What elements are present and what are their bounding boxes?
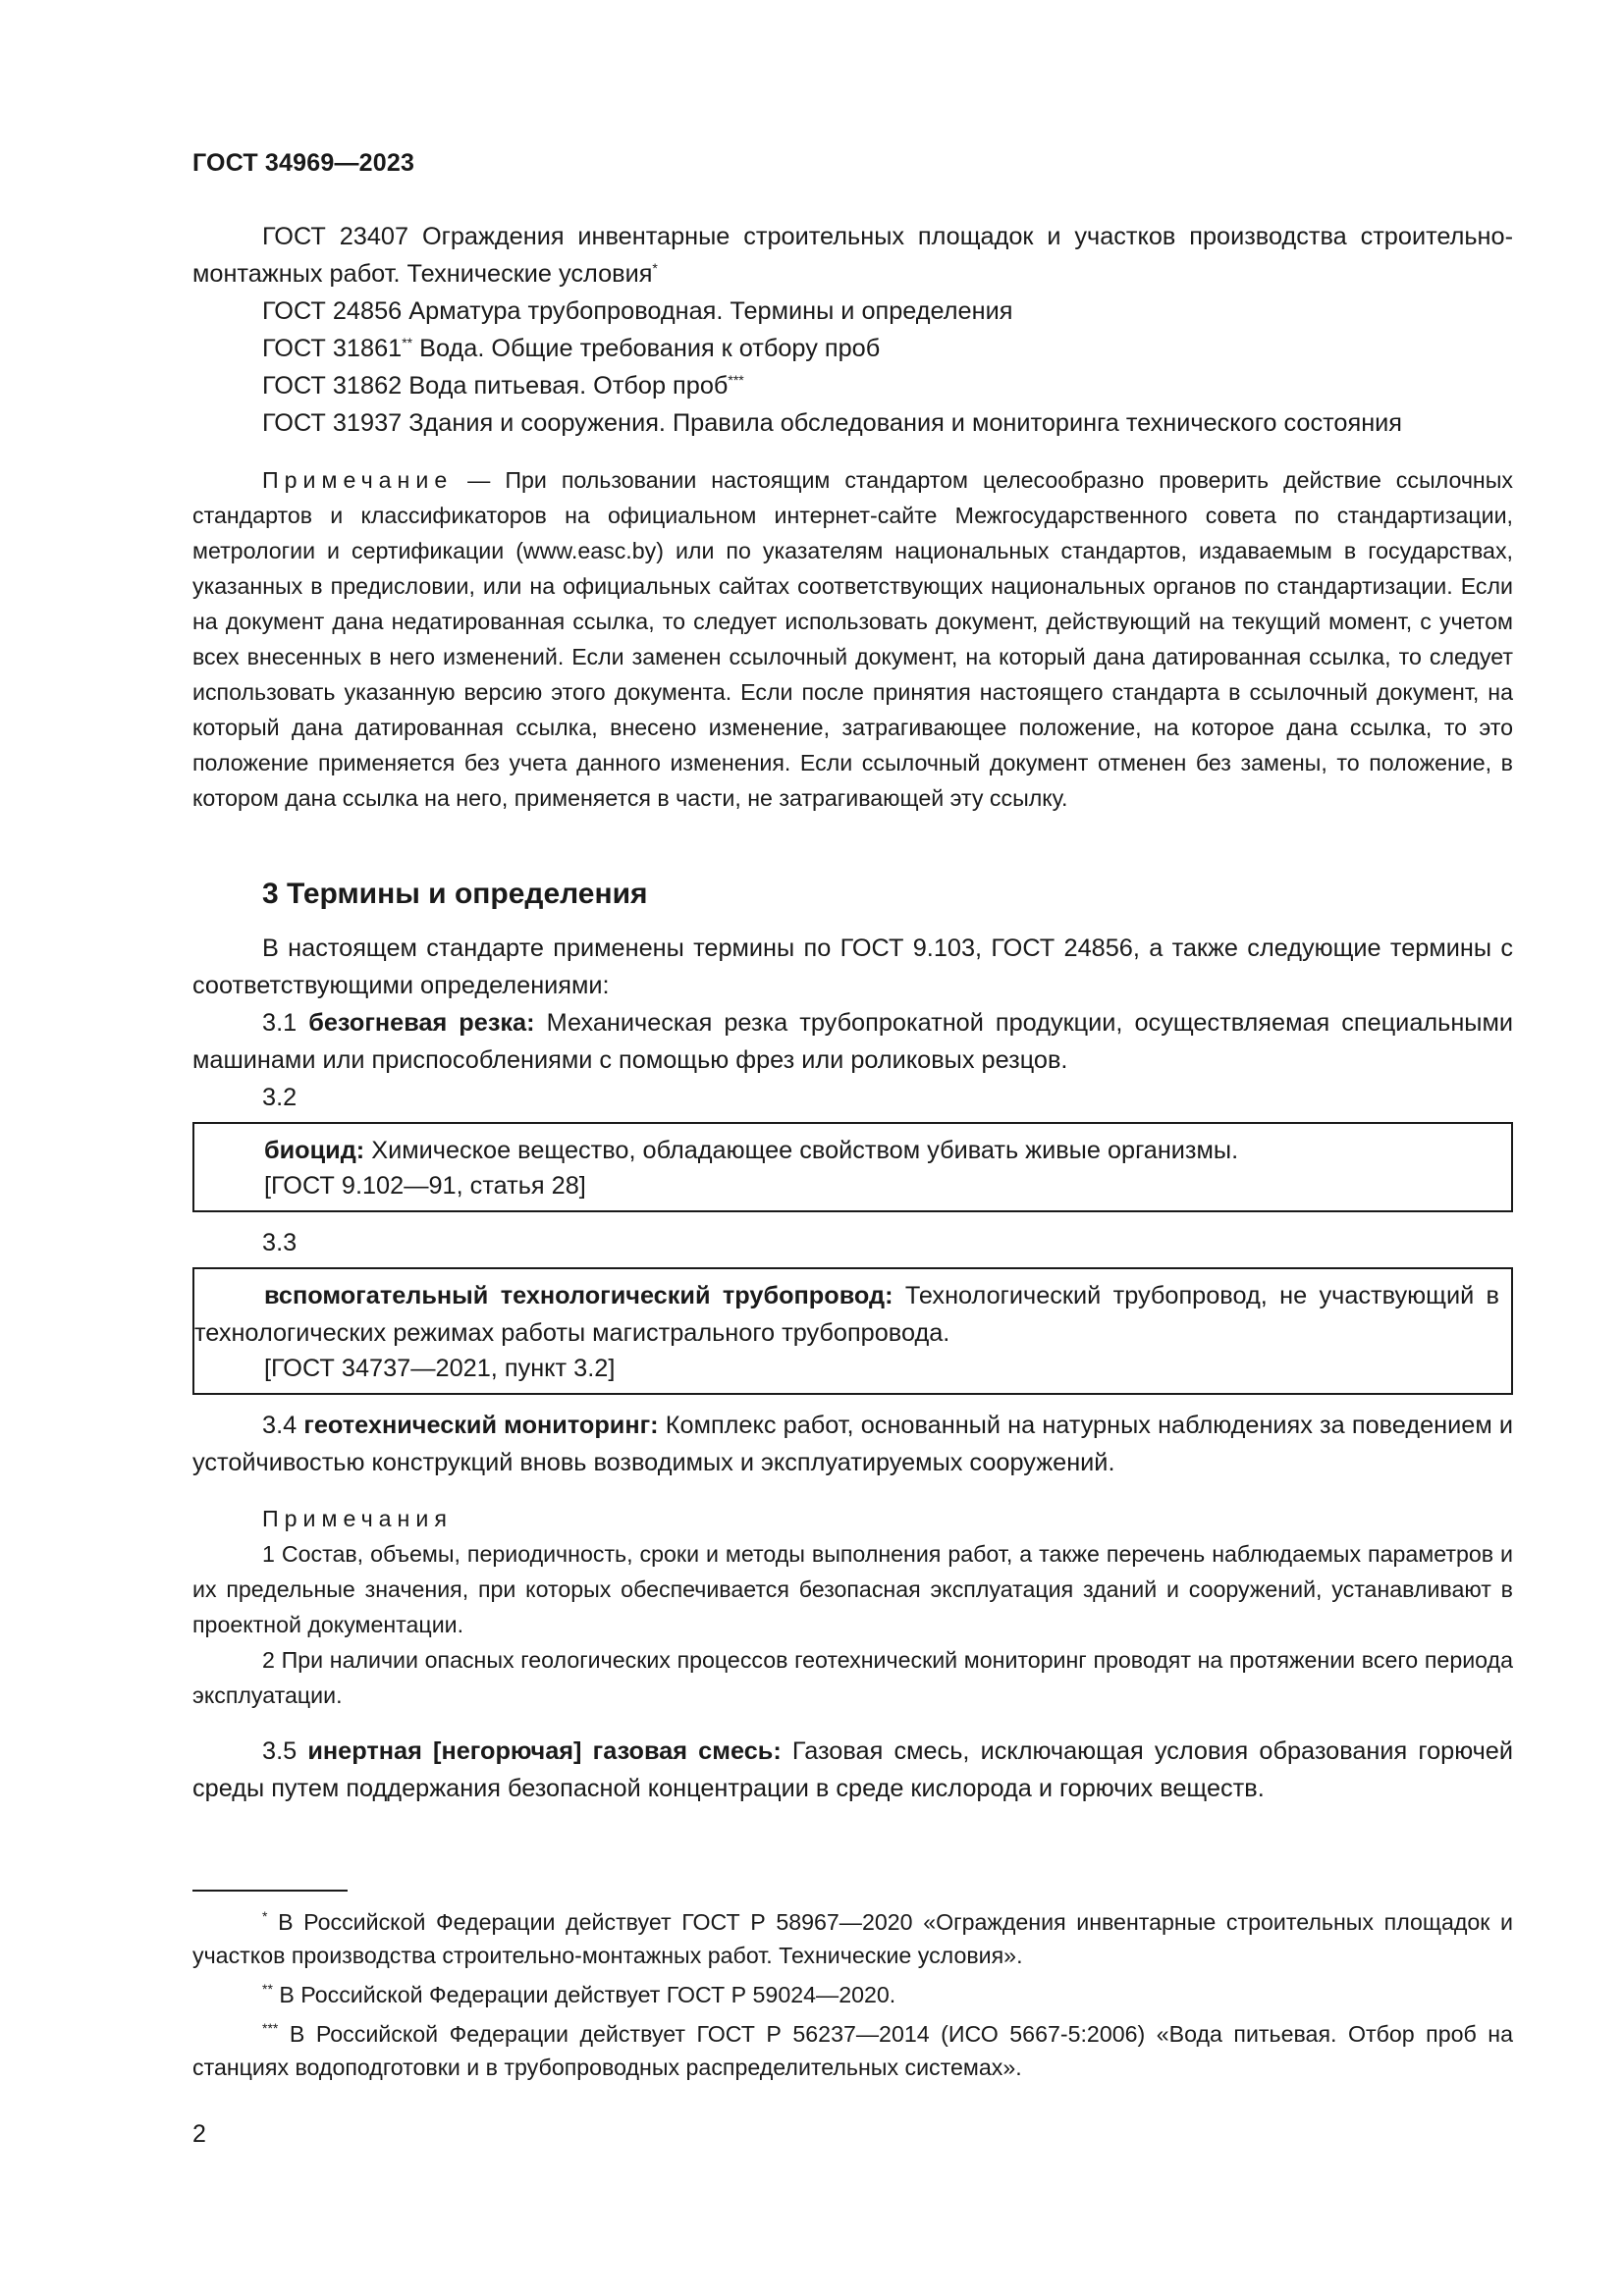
term-3-1: 3.1 безогневая резка: Механическая резка трубопрокатной продукции, осуществляемая специальными машинами или приспособлениями с помощью фрез или роликовых резцов. [192,1009,1514,1074]
page-number: 2 [192,2120,206,2148]
term-number: 3.2 [262,1084,298,1111]
term-notes [192,1501,1513,1713]
footnotes [192,1890,1513,2090]
references-note: Примечание — При пользовании настоящим стандартом целесообразно проверить действие ссылочных стандартов и классификаторов на официальном интернет-сайте Межгосударственного совета по стандартизации, метрологии и сертификации (www.easc.by) или по указателям национальных стандартов, издаваемым в государствах, указанных в предисловии, или на официальных сайтах соответствующих национальных органов по стандартизации. Если на документ дана недатированная ссылка, то следует использовать документ, действующий на текущий момент, с учетом всех внесенных в него изменений. Если заменен ссылочный документ, на который дана датированная ссылка, то следует использовать указанную версию этого документа. Если после принятия настоящего стандарта в ссылочный документ, на который дана датированная ссылка, внесено изменение, затрагивающее положение, на которое дана ссылка, то это положение применяется без учета данного изменения. Если ссылочный документ отменен без замены, то положение, в котором дана ссылка на него, применяется в части, не затрагивающей эту ссылку. [192,467,1513,811]
footnote-divider [192,1890,348,1892]
ref-item: ГОСТ 24856 Арматура трубопроводная. Термины и определения [262,297,1013,325]
term-definition: вспомогательный технологический трубопровод: Технологический трубопровод, не участвующий в технологических режимах работы магистрального трубопровода. [194,1282,1499,1347]
note-label: Примечание [262,467,454,493]
section-intro: В настоящем стандарте применены термины по ГОСТ 9.103, ГОСТ 24856, а также следующие термины с соответствующими определениями: [192,934,1513,999]
note-item: 1 Состав, объемы, периодичность, сроки и методы выполнения работ, а также перечень наблюдаемых параметров и их предельные значения, при которых обеспечивается безопасная эксплуатация зданий и сооружений, устанавливают в проектной документации. [192,1541,1513,1637]
footnote: *** В Российской Федерации действует ГОСТ Р 56237—2014 (ИСО 5667-5:2006) «Вода питьевая. Отбор проб на станциях водоподготовки и в трубопроводных распределительных системах». [192,2020,1513,2080]
term-number: 3.3 [262,1229,298,1256]
term-source: [ГОСТ 34737—2021, пункт 3.2] [264,1355,616,1382]
term-3-4: 3.4 геотехнический мониторинг: Комплекс работ, основанный на натурных наблюдениях за поведением и устойчивостью конструкций вновь возводимых и эксплуатируемых сооружений. [192,1412,1513,1476]
note-item: 2 При наличии опасных геологических процессов геотехнический мониторинг проводят на протяжении всего периода эксплуатации. [192,1647,1513,1708]
document-header: ГОСТ 34969—2023 [192,149,415,177]
ref-item: ГОСТ 31937 Здания и сооружения. Правила обследования и мониторинга технического состояния [262,409,1403,437]
ref-item: ГОСТ 31861** Вода. Общие требования к отбору проб [262,335,881,362]
ref-item: ГОСТ 31862 Вода питьевая. Отбор проб*** [262,372,744,400]
term-3-5: 3.5 инертная [негорючая] газовая смесь: Газовая смесь, исключающая условия образования горючей среды путем поддержания безопасной концентрации в среде кислорода и горючих веществ. [192,1737,1514,1802]
section-heading: 3 Термины и определения [262,878,648,910]
ref-item: ГОСТ 23407 Ограждения инвентарные строительных площадок и участков производства строительно-монтажных работ. Технические условия* [192,223,1514,288]
term-box-3-2 [192,1122,1513,1212]
notes-label: Примечания [262,1506,453,1531]
footnote: ** В Российской Федерации действует ГОСТ Р 59024—2020. [262,1981,896,2007]
term-box-3-3 [192,1267,1513,1395]
footnote: * В Российской Федерации действует ГОСТ Р 58967—2020 «Ограждения инвентарные строительных площадок и участков производства строительно-монтажных работ. Технические условия». [192,1908,1513,1968]
normative-references [192,218,1513,442]
term-definition: биоцид: Химическое вещество, обладающее свойством убивать живые организмы. [264,1137,1239,1164]
page-content [192,218,1513,1807]
term-source: [ГОСТ 9.102—91, статья 28] [264,1172,586,1200]
